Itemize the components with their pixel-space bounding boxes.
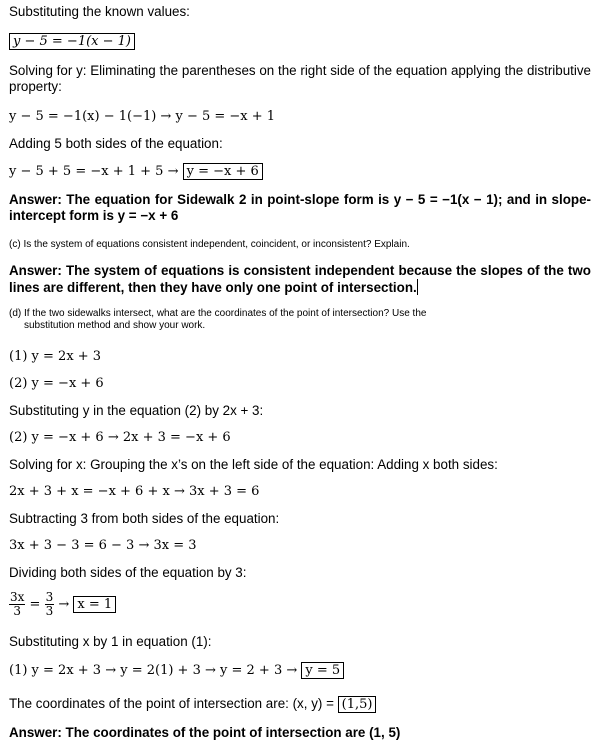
equation-line: (2) y = −x + 6 — [9, 376, 104, 391]
equation-box: y = 5 — [301, 662, 344, 679]
equation-line: (2) y = −x + 6 → 2x + 3 = −x + 6 — [9, 430, 231, 445]
equation-line — [9, 662, 344, 679]
equation-text: (1) y = 2x + 3 → y = 2(1) + 3 → y = 2 + 3 → — [9, 663, 298, 678]
equals-sign: = — [29, 597, 41, 612]
equation-box: y = −x + 6 — [183, 163, 263, 180]
text-cursor — [417, 279, 418, 295]
coordinates-text: The coordinates of the point of intersection are: (x, y) = — [9, 696, 334, 711]
fraction-left — [9, 591, 25, 618]
answer-text: Answer: The system of equations is consistent independent because the slopes of the two lines are different, then they have only one point of intersection. — [9, 263, 591, 295]
equation-box: y − 5 = −1(x − 1) — [9, 33, 135, 50]
boxed-equation — [9, 33, 135, 50]
fraction-right — [45, 591, 55, 618]
question-c: (c) Is the system of equations consistent independent, coincident, or inconsistent? Explain. — [9, 239, 410, 250]
text-line: Substituting the known values: — [9, 4, 190, 19]
text-line: Subtracting 3 from both sides of the equation: — [9, 511, 280, 526]
equation-line: 3x + 3 − 3 = 6 − 3 → 3x = 3 — [9, 538, 197, 553]
fraction-equation — [9, 590, 116, 620]
answer-paragraph: Answer: The equation for Sidewalk 2 in point-slope form is y − 5 = −1(x − 1); and in slope-intercept form is y = −x + 6 — [9, 192, 591, 223]
question-d-cont: substitution method and show your work. — [24, 320, 206, 331]
fraction-denominator: 3 — [13, 604, 22, 618]
final-answer: Answer: The coordinates of the point of intersection are (1, 5) — [9, 725, 401, 740]
text-line: Solving for x: Grouping the x’s on the left side of the equation: Adding x both sides: — [9, 457, 498, 472]
fraction-denominator: 3 — [45, 604, 54, 618]
arrow-symbol: → — [58, 597, 70, 612]
coordinates-box: (1,5) — [338, 696, 377, 713]
fraction-numerator: 3x — [10, 590, 25, 604]
text-line — [9, 696, 376, 713]
equation-text: y − 5 + 5 = −x + 1 + 5 → — [9, 164, 179, 179]
question-d: (d) If the two sidewalks intersect, what are the coordinates of the point of intersection? Use the — [9, 308, 427, 319]
equation-line: 2x + 3 + x = −x + 6 + x → 3x + 3 = 6 — [9, 484, 260, 499]
text-line: Dividing both sides of the equation by 3: — [9, 565, 247, 580]
equation-line — [9, 163, 263, 180]
text-paragraph: Solving for y: Eliminating the parentheses on the right side of the equation applying the distributive property: — [9, 63, 591, 94]
text-line: Substituting x by 1 in equation (1): — [9, 634, 212, 649]
equation-box: x = 1 — [73, 596, 116, 613]
equation-line: y − 5 = −1(x) − 1(−1) → y − 5 = −x + 1 — [9, 109, 276, 124]
text-line: Adding 5 both sides of the equation: — [9, 136, 223, 151]
answer-paragraph — [9, 263, 591, 296]
fraction-numerator: 3 — [45, 590, 54, 604]
text-line: Substituting y in the equation (2) by 2x + 3: — [9, 403, 264, 418]
equation-line: (1) y = 2x + 3 — [9, 349, 102, 364]
